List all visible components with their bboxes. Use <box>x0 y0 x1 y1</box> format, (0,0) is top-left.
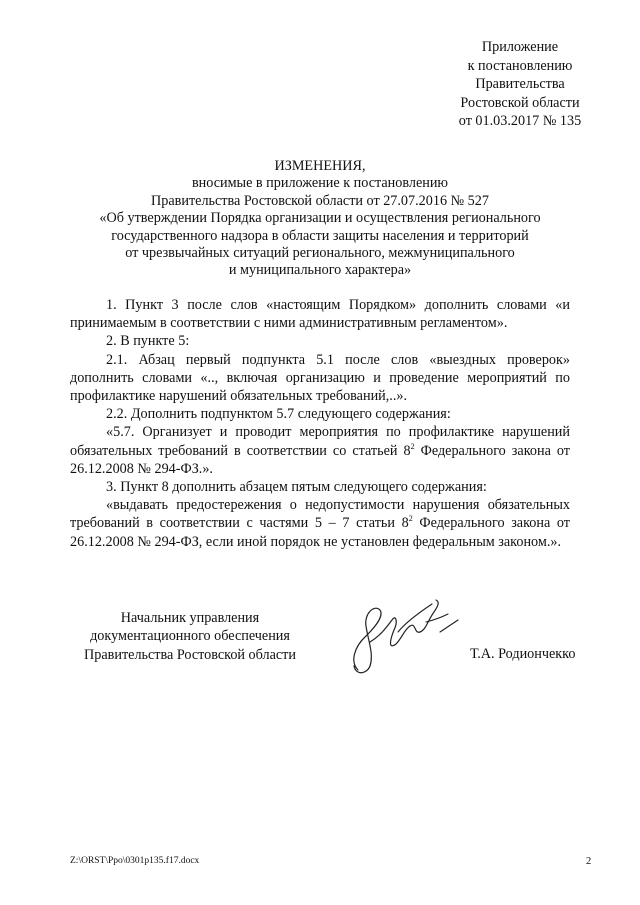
handwritten-signature <box>340 592 470 682</box>
paragraph-6: 3. Пункт 8 дополнить абзацем пятым следующего содержания: <box>106 479 487 496</box>
paragraph-5-text: «5.7. Организует и проводит мероприятия по профилактике нарушений обязательных требований в соответствии со статьей 8 <box>70 424 570 459</box>
paragraph-5 <box>70 423 570 478</box>
signer-position-line: Правительства Ростовской области <box>84 646 296 663</box>
appendix-line: Правительства <box>475 76 565 93</box>
title-line: от чрезвычайных ситуаций регионального, межмуниципального <box>125 245 515 262</box>
paragraph-7-text: «выдавать предостережения о недопустимости нарушения обязательных требований в соответствии с частями 5 – 7 статьи 8 <box>70 497 570 532</box>
superscript: 2 <box>408 514 413 524</box>
document-title <box>60 158 580 280</box>
title-line: «Об утверждении Порядка организации и осуществления регионального <box>99 210 541 227</box>
signer-position <box>70 609 310 664</box>
superscript: 2 <box>410 441 415 451</box>
title-line: вносимые в приложение к постановлению <box>191 175 449 192</box>
signer-position-line: Начальник управления <box>120 610 260 626</box>
title-heading: ИЗМЕНЕНИЯ, <box>274 158 366 174</box>
paragraph-1: 1. Пункт 3 после слов «настоящим Порядком» дополнить словами «и принимаемым в соответствии с ними административным регламентом». <box>70 297 570 332</box>
title-line: Правительства Ростовской области от 27.07.2016 № 527 <box>151 192 489 209</box>
appendix-line: Ростовской области <box>460 94 580 111</box>
paragraph-7 <box>70 496 570 551</box>
title-line: государственного надзора в области защиты населения и территорий <box>111 227 529 244</box>
paragraph-2: 2. В пункте 5: <box>106 333 190 350</box>
paragraph-7-text: Федерального закона от 26.12.2008 № 294-ФЗ, если иной порядок не установлен федеральным законом.». <box>70 515 571 550</box>
appendix-line: Приложение <box>481 39 559 55</box>
paragraph-3: 2.1. Абзац первый подпункта 5.1 после слов «выездных проверок» дополнить словами «.., включая организацию и проведение мероприятий по профилактике нарушений обязательных требований,..». <box>70 351 570 405</box>
appendix-line: от 01.03.2017 № 135 <box>458 113 582 130</box>
document-body <box>70 296 570 551</box>
footer-file-path: Z:\ORST\Ppo\0301p135.f17.docx <box>70 856 200 866</box>
appendix-line: к постановлению <box>467 57 573 74</box>
title-line: и муниципального характера» <box>228 262 412 279</box>
signer-position-line: документационного обеспечения <box>90 628 290 645</box>
paragraph-4: 2.2. Дополнить подпунктом 5.7 следующего содержания: <box>106 406 451 423</box>
signer-name: Т.А. Родиончекко <box>470 646 576 662</box>
appendix-note <box>420 38 620 131</box>
page-number: 2 <box>586 856 592 867</box>
paragraph-5-text: Федерального закона от 26.12.2008 № 294-ФЗ.». <box>70 442 570 477</box>
